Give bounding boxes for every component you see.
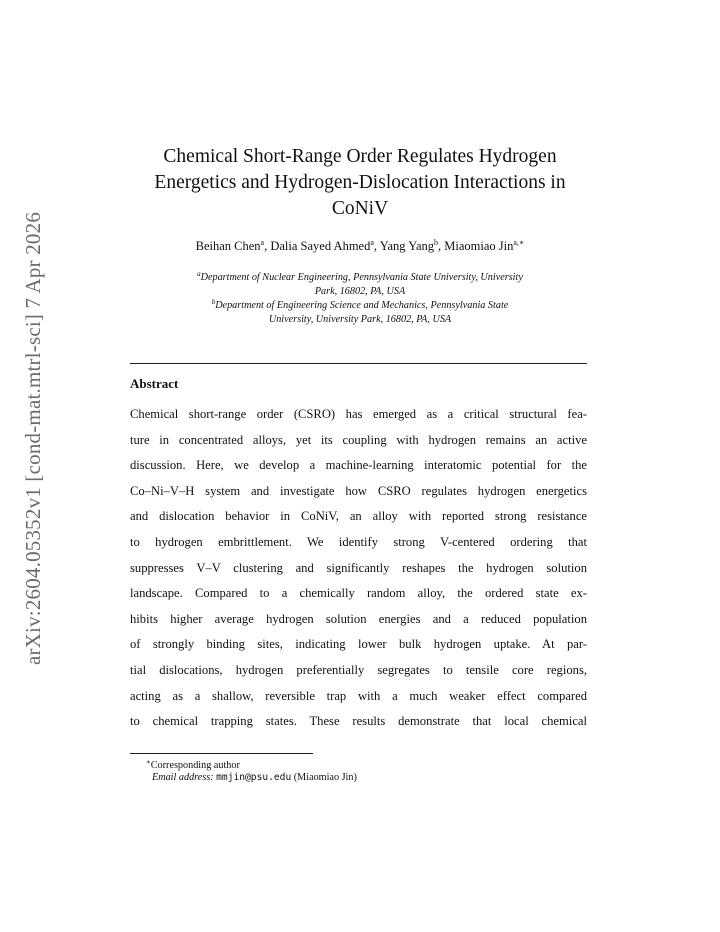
abstract-line: landscape. Compared to a chemically random alloy, the ordered state ex- <box>130 586 587 601</box>
affiliation-line: Department of Engineering Science and Mechanics, Pennsylvania State <box>215 300 509 311</box>
abstract-line: and dislocation behavior in CoNiV, an alloy with reported strong resistance <box>130 509 587 524</box>
author-list: Beihan Chen$^a$, Dalia Sayed Ahmed$^a$, Yang Yang$^b$, Miaomiao Jin$^{a,∗}$ <box>195 238 525 253</box>
email-address: mmjin@psu.edu <box>216 772 292 783</box>
abstract-line: acting as a shallow, reversible trap with a much weaker effect compared <box>130 688 587 703</box>
email-owner: (Miaomiao Jin) <box>293 772 357 783</box>
abstract-line: of strongly binding sites, indicating lower bulk hydrogen uptake. At par- <box>130 637 587 652</box>
affiliation-mark: b <box>211 298 216 306</box>
author-affiliation-mark: a <box>260 238 265 247</box>
footnote-rule <box>130 753 313 754</box>
footnote-text: Corresponding author <box>150 760 240 771</box>
abstract-line: tial dislocations, hydrogen preferentially segregates to tensile core regions, <box>130 662 587 677</box>
abstract-line: Co–Ni–V–H system and investigate how CSRO regulates hydrogen energetics <box>130 483 587 498</box>
title-line: CoNiV <box>331 198 389 219</box>
email-label: Email address: <box>152 772 214 783</box>
affiliation-line: University, University Park, 16802, PA, USA <box>268 314 452 326</box>
affiliation-b <box>140 295 580 328</box>
author-affiliation-mark: a,∗ <box>513 238 525 247</box>
abstract-top-rule <box>130 363 587 364</box>
author-affiliation-mark: a <box>370 238 374 247</box>
arxiv-identifier-stamp <box>18 208 50 668</box>
author-name: Yang Yang <box>379 239 435 253</box>
abstract-line: hibits higher average hydrogen solution energies and a reduced population <box>130 611 587 626</box>
corresponding-author-note <box>146 758 240 771</box>
arxiv-stamp-text: arXiv:2604.05352v1 [cond-mat.mtrl-sci] 7 Apr 2026 <box>21 211 46 665</box>
author-name: Dalia Sayed Ahmed <box>270 239 371 253</box>
author-name: Miaomiao Jin <box>444 239 514 253</box>
abstract-line: suppresses V–V clustering and significantly reshapes the hydrogen solution <box>130 560 587 575</box>
abstract-line: discussion. Here, we develop a machine-learning interatomic potential for the <box>130 458 587 473</box>
affiliation-mark: a <box>197 270 201 278</box>
title-line: Energetics and Hydrogen-Dislocation Interactions in <box>154 172 566 193</box>
author-affiliation-mark: b <box>434 238 439 247</box>
email-note <box>152 772 357 783</box>
abstract-heading: Abstract <box>130 376 179 391</box>
footnote-mark: ∗ <box>146 758 151 766</box>
abstract-body <box>130 405 587 738</box>
affiliation-line: Department of Nuclear Engineering, Pennsylvania State University, University <box>200 272 523 283</box>
affiliation-line: Park, 16802, PA, USA <box>314 286 406 298</box>
abstract-line: to chemical trapping states. These results demonstrate that local chemical <box>130 714 587 729</box>
paper-title <box>120 144 600 222</box>
abstract-line: Chemical short-range order (CSRO) has emerged as a critical structural fea- <box>130 407 587 421</box>
author-name: Beihan Chen <box>195 239 261 253</box>
title-line: Chemical Short-Range Order Regulates Hydrogen <box>163 146 557 167</box>
abstract-line: ture in concentrated alloys, yet its coupling with hydrogen remains an active <box>130 432 587 447</box>
abstract-line: to hydrogen embrittlement. We identify strong V-centered ordering that <box>130 534 587 549</box>
